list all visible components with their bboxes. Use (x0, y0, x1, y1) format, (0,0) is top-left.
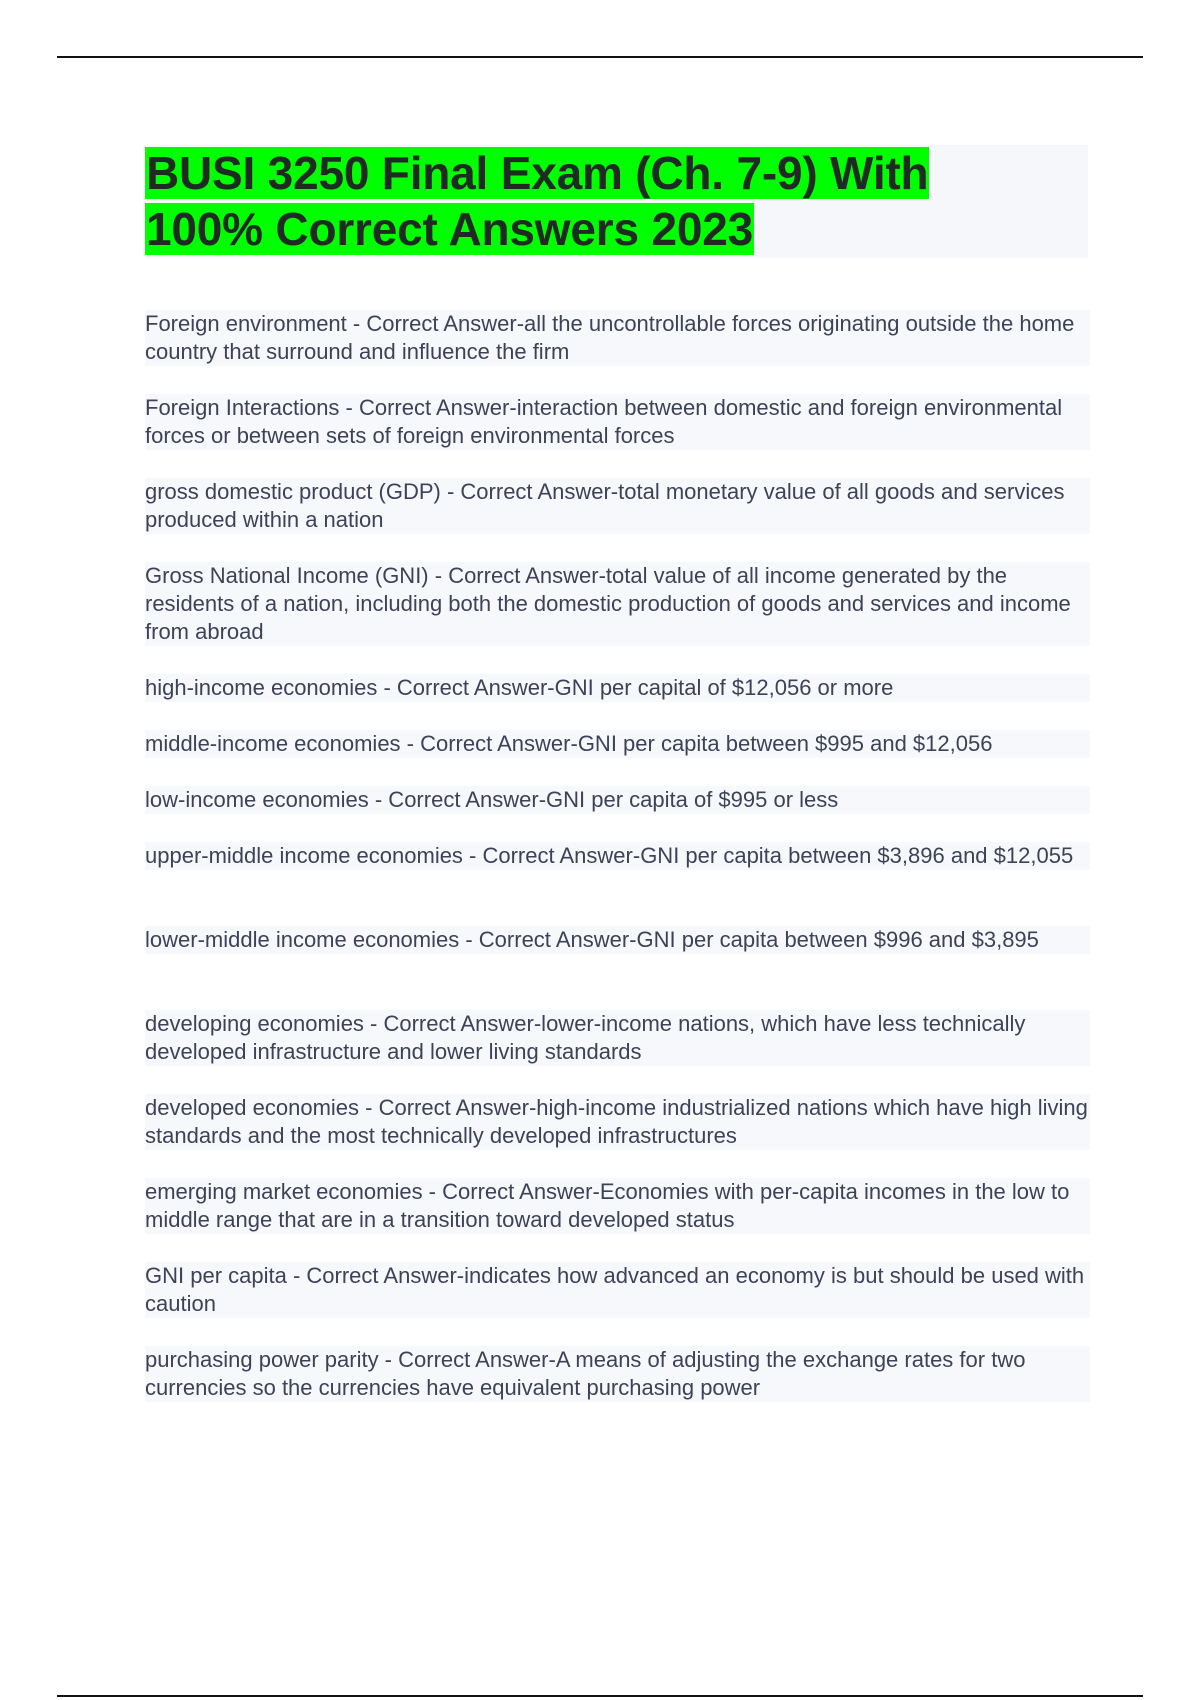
qa-entry: developing economies - Correct Answer-lower-income nations, which have less technically developed infrastructure and lower living standards (145, 1010, 1090, 1066)
document-title (145, 145, 1088, 257)
qa-entry: Foreign Interactions - Correct Answer-interaction between domestic and foreign environmental forces or between sets of foreign environmental forces (145, 394, 1090, 450)
bottom-rule (57, 1695, 1143, 1697)
qa-entry: Gross National Income (GNI) - Correct Answer-total value of all income generated by the residents of a nation, including both the domestic production of goods and services and income from abroad (145, 562, 1090, 646)
qa-entry: emerging market economies - Correct Answer-Economies with per-capita incomes in the low to middle range that are in a transition toward developed status (145, 1178, 1090, 1234)
qa-entry: low-income economies - Correct Answer-GNI per capita of $995 or less (145, 786, 1090, 814)
qa-entry: middle-income economies - Correct Answer-GNI per capita between $995 and $12,056 (145, 730, 1090, 758)
top-rule (57, 56, 1143, 58)
qa-entry: upper-middle income economies - Correct Answer-GNI per capita between $3,896 and $12,055 (145, 842, 1090, 870)
qa-entry: purchasing power parity - Correct Answer-A means of adjusting the exchange rates for two currencies so the currencies have equivalent purchasing power (145, 1346, 1090, 1402)
qa-entry: lower-middle income economies - Correct Answer-GNI per capita between $996 and $3,895 (145, 926, 1090, 954)
qa-entry: GNI per capita - Correct Answer-indicates how advanced an economy is but should be used with caution (145, 1262, 1090, 1318)
qa-entry: developed economies - Correct Answer-high-income industrialized nations which have high living standards and the most technically developed infrastructures (145, 1094, 1090, 1150)
title-line-2: 100% Correct Answers 2023 (146, 203, 753, 255)
title-line-1: BUSI 3250 Final Exam (Ch. 7-9) With (146, 147, 929, 199)
qa-entry: Foreign environment - Correct Answer-all the uncontrollable forces originating outside the home country that surround and influence the firm (145, 310, 1090, 366)
title-block (145, 145, 1088, 258)
qa-entry: high-income economies - Correct Answer-GNI per capital of $12,056 or more (145, 674, 1090, 702)
qa-entry: gross domestic product (GDP) - Correct Answer-total monetary value of all goods and services produced within a nation (145, 478, 1090, 534)
